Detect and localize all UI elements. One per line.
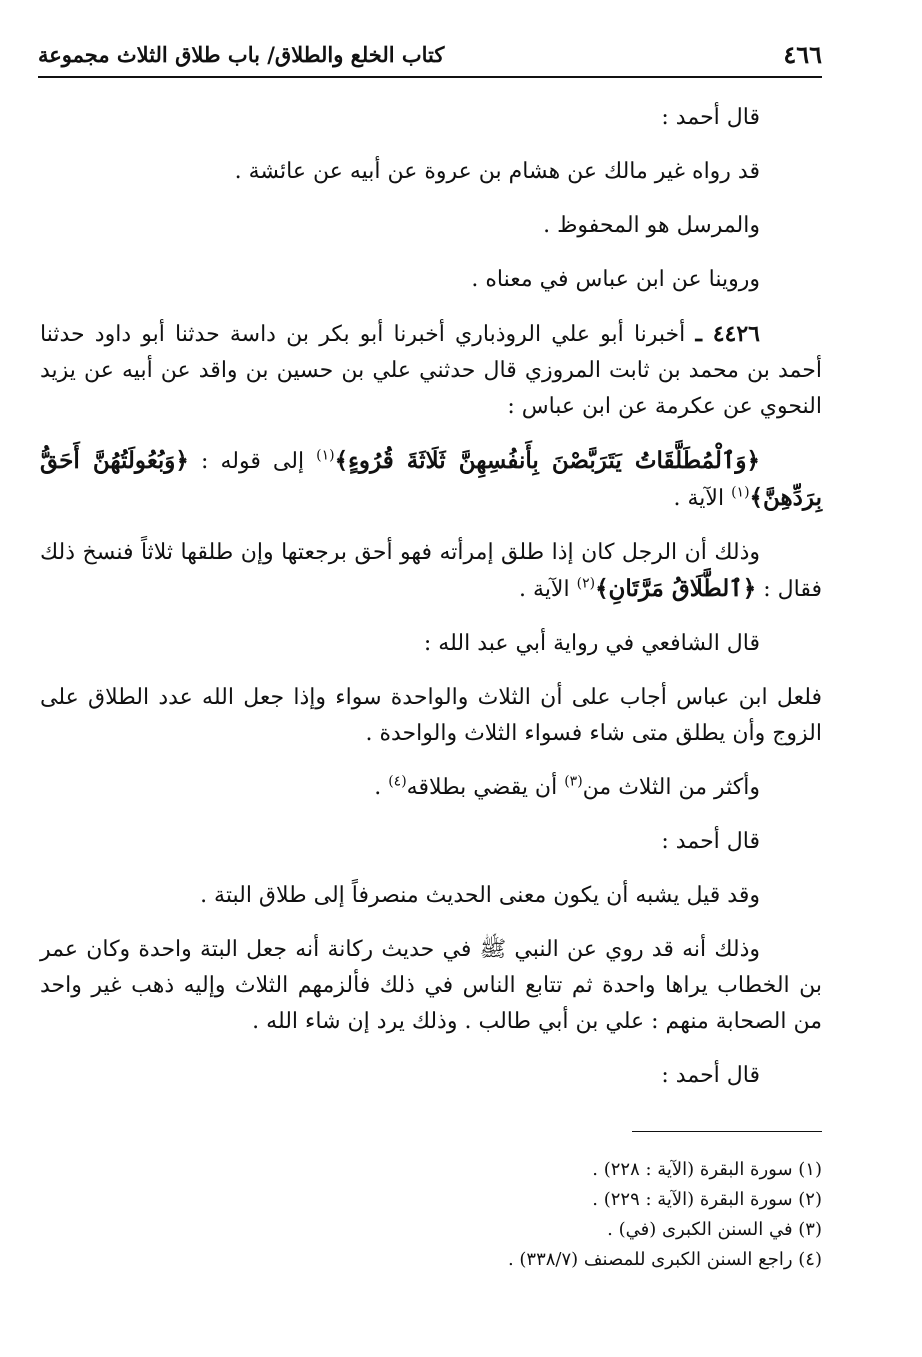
text-segment: إلى قوله : <box>188 449 317 474</box>
quran-verse: ﴿وَبُعُولَتُهُنَّ أَحَقُّ بِرَدِّهِنَّ﴾ <box>40 447 822 511</box>
page-header <box>38 32 822 78</box>
paragraph: قال الشافعي في رواية أبي عبد الله : <box>423 631 760 656</box>
paragraph: وقد قيل يشبه أن يكون معنى الحديث منصرفاً إلى طلاق البتة . <box>200 883 760 908</box>
footnote-ref: (١) <box>316 447 335 464</box>
footnote: (٢) سورة البقرة (الآية : ٢٢٩) . <box>592 1189 822 1210</box>
paragraph: فلعل ابن عباس أجاب على أن الثلاث والواحدة سواء وإذا جعل الله عدد الطلاق على الزوج وأن يطلق متى شاء فسواء الثلاث والواحدة . <box>40 685 822 746</box>
footnote-ref: (٣) <box>564 773 583 790</box>
footnote-ref: (١) <box>731 484 750 501</box>
text-segment: الآية . <box>519 577 577 602</box>
running-title: كتاب الخلع والطلاق/ باب طلاق الثلاث مجموعة <box>38 41 445 67</box>
text-segment: الآية . <box>673 486 732 511</box>
main-text <box>40 100 822 1112</box>
hadith-paragraph <box>40 316 822 425</box>
paragraph: وذلك أنه قد روي عن النبي ﷺ في حديث ركانة أنه جعل البتة واحدة وكان عمر بن الخطاب يراها واحدة ثم تتابع الناس في ذلك فألزمهم الثلاث وإليه ذهب غير واحد من الصحابة منهم : علي بن أبي طالب . وذلك يرد إن شاء الله . <box>40 937 822 1034</box>
text-segment: . <box>374 775 389 800</box>
paragraph: قد رواه غير مالك عن هشام بن عروة عن أبيه عن عائشة . <box>234 159 760 184</box>
hadith-chain: أخبرنا أبو علي الروذباري أخبرنا أبو بكر بن داسة حدثنا أبو داود حدثنا أحمد بن محمد بن ثابت المروزي قال حدثني علي بن حسين بن واقد عن أبيه عن يزيد النحوي عن عكرمة عن ابن عباس : <box>40 322 822 419</box>
page-number: ٤٦٦ <box>783 39 822 69</box>
footnote-ref: (٤) <box>388 773 407 790</box>
quran-paragraph <box>40 443 822 517</box>
text-segment: وذلك أن الرجل كان إذا طلق إمرأته فهو أحق برجعتها وإن طلقها ثلاثاً فنسخ ذلك فقال : <box>40 540 822 602</box>
hadith-number: ٤٤٢٦ ـ <box>695 321 760 347</box>
paragraph: وروينا عن ابن عباس في معناه . <box>471 267 760 292</box>
paragraph: قال أحمد : <box>661 1063 760 1088</box>
footnote-ref: (٢) <box>576 575 596 592</box>
paragraph: قال أحمد : <box>661 105 760 130</box>
paragraph <box>40 770 822 806</box>
footnote: (٣) في السنن الكبرى (في) . <box>607 1219 822 1240</box>
text-segment: وأكثر من الثلاث من <box>582 775 760 800</box>
footnotes <box>300 1155 822 1275</box>
footnote: (٤) راجع السنن الكبرى للمصنف (٣٣٨/٧) . <box>507 1249 822 1270</box>
text-segment: أن يقضي بطلاقه <box>406 775 565 800</box>
paragraph: قال أحمد : <box>661 829 760 854</box>
paragraph <box>40 535 822 608</box>
quran-verse: ﴿ٱلطَّلَاقُ مَرَّتَانِ﴾ <box>595 575 757 602</box>
footnote: (١) سورة البقرة (الآية : ٢٢٨) . <box>592 1159 822 1180</box>
quran-verse: ﴿وَٱلْمُطَلَّقَاتُ يَتَرَبَّصْنَ بِأَنفُسِهِنَّ ثَلَاثَةَ قُرُوءٍ﴾ <box>334 447 760 474</box>
paragraph: والمرسل هو المحفوظ . <box>543 213 760 238</box>
footnote-divider <box>632 1131 822 1132</box>
